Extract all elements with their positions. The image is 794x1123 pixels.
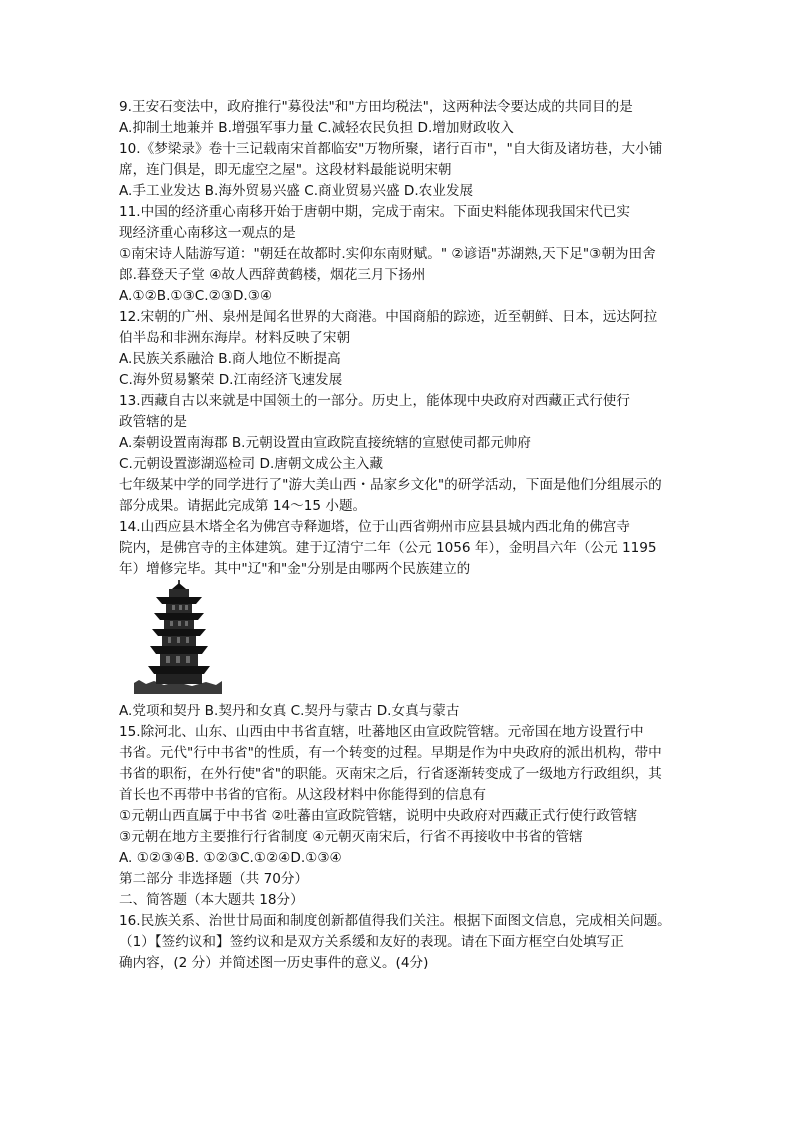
q13-stem-1: 13.西藏自古以来就是中国领土的一部分。历史上，能体现中央政府对西藏正式行使行: [119, 393, 630, 409]
q14-stem-2: 院内，是佛宫寺的主体建筑。建于辽清宁二年（公元 1056 年），金明昌六年（公元 1195: [119, 540, 657, 556]
q13-options-ab: A.秦朝设置南海郡 B.元朝设置由宣政院直接统辖的宣慰使司都元帅府: [119, 435, 531, 451]
q11-stem-1: 11.中国的经济重心南移开始于唐朝中期，完成于南宋。下面史料能体现我国宋代已实: [119, 204, 630, 220]
q11-stem-2: 现经济重心南移这一观点的是: [119, 225, 296, 241]
q10-stem-1: 10.《梦梁录》卷十三记载南宋首都临安"万物所聚，诸行百市"，"自大街及诸坊巷，大小铺: [119, 141, 663, 157]
q12-options-ab: A.民族关系融洽 B.商人地位不断提高: [119, 351, 341, 367]
q11-material-2: 郎.暮登天子堂 ④故人西辞黄鹤楼，烟花三月下扬州: [119, 267, 426, 283]
q15-items-12: ①元朝山西直属于中书省 ②吐蕃由宣政院管辖，说明中央政府对西藏正式行使行政管辖: [119, 808, 638, 824]
q16-stem: 16.民族关系、治世廿局面和制度创新都值得我们关注。根据下面图文信息，完成相关问题。: [119, 913, 671, 929]
q10-stem-2: 席，连门俱是，即无虚空之屋"。这段材料最能说明宋朝: [119, 162, 452, 178]
q14-stem-1: 14.山西应县木塔全名为佛宫寺释迦塔，位于山西省朔州市应县县城内西北角的佛宫寺: [119, 519, 630, 535]
group-intro-2: 部分成果。请据此完成第 14～15 小题。: [119, 498, 367, 514]
q15-stem-4: 首长也不再带中书省的官衔。从这段材料中你能得到的信息有: [119, 787, 487, 803]
q13-stem-2: 政管辖的是: [119, 414, 187, 430]
part-two-heading: 第二部分 非选择题（共 70分）: [119, 871, 309, 887]
wooden-pagoda-photo: [134, 580, 224, 694]
q15-stem-2: 书省。元代"行中书省"的性质，有一个转变的过程。早期是作为中央政府的派出机构，带中: [119, 745, 662, 761]
q15-options: A. ①②③④B. ①②③C.①②④D.①③④: [119, 850, 342, 866]
q11-options: A.①②B.①③C.②③D.③④: [119, 288, 273, 304]
q14-options: A.党项和契丹 B.契丹和女真 C.契丹与蒙古 D.女真与蒙古: [119, 703, 460, 719]
q16-part1-1: （1）【签约议和】签约议和是双方关系缓和友好的表现。请在下面方框空白处填写正: [119, 934, 624, 950]
q13-options-cd: C.元朝设置澎湖巡检司 D.唐朝文成公主入藏: [119, 456, 384, 472]
q12-stem-2: 伯半岛和非洲东海岸。材料反映了宋朝: [119, 330, 351, 346]
q14-stem-3: 年）增修完毕。其中"辽"和"金"分别是由哪两个民族建立的: [119, 561, 471, 577]
q12-stem-1: 12.宋朝的广州、泉州是闻名世界的大商港。中国商船的踪迹，近至朝鲜、日本，远达阿拉: [119, 309, 658, 325]
q15-stem-1: 15.除河北、山东、山西由中书省直辖，吐蕃地区由宣政院管辖。元帝国在地方设置行中: [119, 724, 644, 740]
q9-stem: 9.王安石变法中，政府推行"募役法"和"方田均税法"，这两种法令要达成的共同目的是: [119, 99, 633, 115]
q9-options: A.抑制土地兼并 B.增强军事力量 C.减轻农民负担 D.增加财政收入: [119, 120, 514, 136]
q15-stem-3: 书省的职衔，在外行使"省"的职能。灭南宋之后，行省逐渐转变成了一级地方行政组织，其: [119, 766, 662, 782]
q15-items-34: ③元朝在地方主要推行行省制度 ④元朝灭南宋后，行省不再接收中书省的管辖: [119, 829, 583, 845]
q12-options-cd: C.海外贸易繁荣 D.江南经济飞速发展: [119, 372, 343, 388]
group-intro-1: 七年级某中学的同学进行了"游大美山西・品家乡文化"的研学活动，下面是他们分组展示的: [119, 477, 662, 493]
section-heading: 二、简答题（本大题共 18分）: [119, 892, 304, 908]
q10-options: A.手工业发达 B.海外贸易兴盛 C.商业贸易兴盛 D.农业发展: [119, 183, 474, 199]
q16-part1-2: 确内容，(2 分）并简述图一历史事件的意义。(4分): [119, 955, 429, 971]
q11-material-1: ①南宋诗人陆游写道："朝廷在故都时.实仰东南财赋。" ②谚语"苏湖熟,天下足"③朝为田舍: [119, 246, 656, 262]
